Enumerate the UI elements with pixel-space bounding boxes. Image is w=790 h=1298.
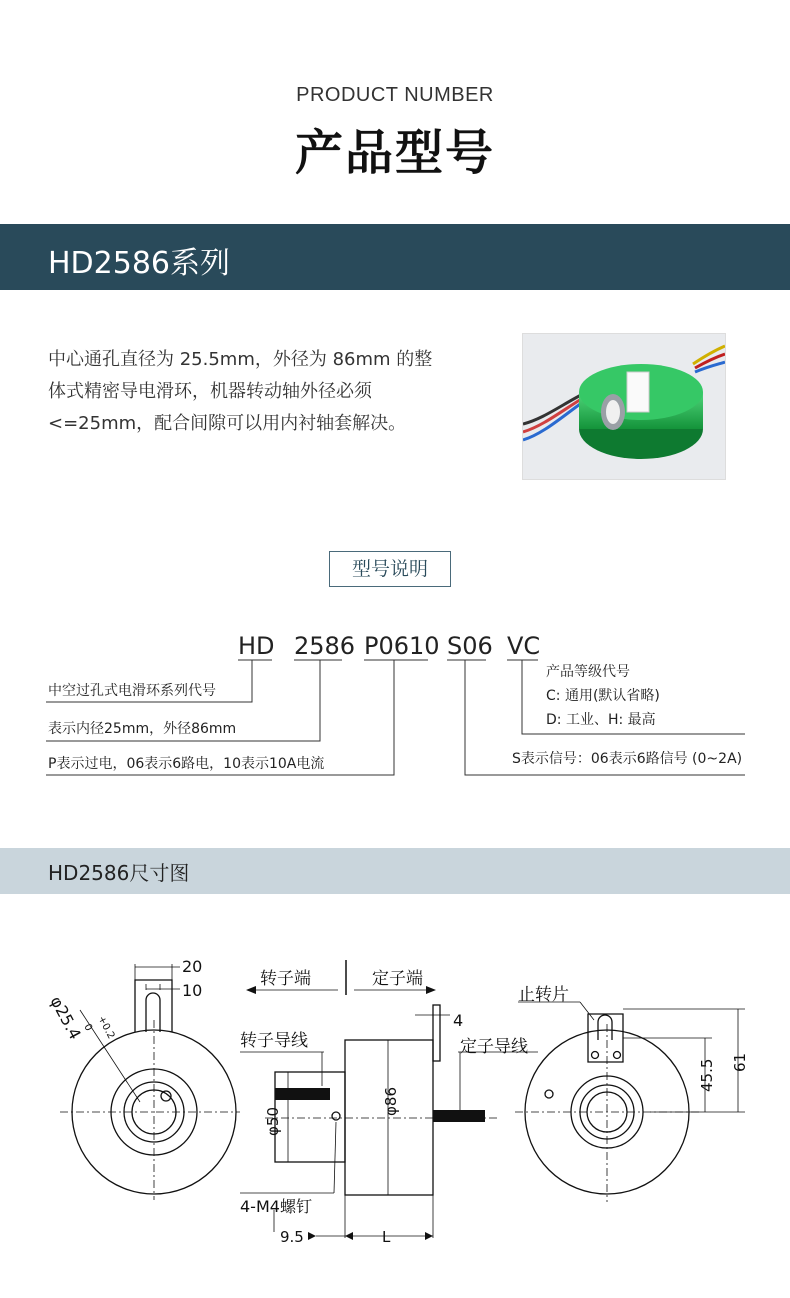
- grade-line-2: C: 通用(默认省略): [546, 688, 660, 704]
- dim-4: 4: [453, 1011, 464, 1030]
- code-p0610: P0610: [364, 632, 440, 660]
- dim-20: 20: [182, 957, 203, 976]
- dim-61: 61: [731, 1052, 749, 1072]
- series-title: HD2586系列: [48, 246, 231, 281]
- desc-size: 表示内径25mm，外径86mm: [48, 721, 237, 737]
- model-explanation-label: 型号说明: [329, 551, 451, 587]
- desc-signal: S表示信号：06表示6路信号 (0~2A): [512, 751, 743, 767]
- label-rotor-wire: 转子导线: [240, 1031, 308, 1051]
- label-screws: 4-M4螺钉: [240, 1197, 312, 1216]
- dim-d86: φ86: [382, 1087, 400, 1116]
- label-stator-end: 定子端: [372, 969, 423, 989]
- grade-line-1: 产品等级代号: [546, 664, 630, 680]
- desc-power: P表示过电，06表示6路电，10表示10A电流: [48, 756, 325, 772]
- grade-line-3: D: 工业、H: 最高: [546, 712, 656, 728]
- label-stator-wire: 定子导线: [460, 1037, 528, 1057]
- page-title: 产品型号: [294, 125, 495, 181]
- dimension-drawing: [0, 940, 790, 1260]
- dim-length-l: L: [382, 1228, 391, 1246]
- series-header-band: [0, 224, 790, 290]
- desc-series: 中空过孔式电滑环系列代号: [48, 683, 216, 699]
- dim-10: 10: [182, 981, 203, 1000]
- code-vc: VC: [507, 632, 541, 660]
- dimension-title: HD2586尺寸图: [48, 861, 190, 885]
- model-code-diagram: [0, 620, 790, 790]
- dim-hole-tol-down: 0: [81, 1022, 95, 1034]
- dim-hole-tol-up: +0.2: [95, 1014, 117, 1041]
- code-hd: HD: [238, 632, 275, 660]
- product-number-subtitle: PRODUCT NUMBER: [296, 84, 494, 106]
- code-s06: S06: [447, 632, 493, 660]
- dim-9-5: 9.5: [280, 1228, 304, 1246]
- product-photo: [522, 333, 726, 480]
- dimension-header-band: [0, 848, 790, 894]
- intro-text: 中心通孔直径为 25.5mm，外径为 86mm 的整体式精密导电滑环，机器转动轴外径必须<=25mm，配合间隙可以用内衬轴套解决。: [48, 349, 433, 434]
- dim-45-5: 45.5: [698, 1058, 716, 1092]
- label-stop-tab: 止转片: [518, 985, 569, 1005]
- label-rotor-end: 转子端: [260, 969, 311, 989]
- dim-d50: φ50: [264, 1107, 282, 1136]
- dim-hole-diameter: φ25.4: [46, 992, 85, 1043]
- code-2586: 2586: [294, 632, 356, 660]
